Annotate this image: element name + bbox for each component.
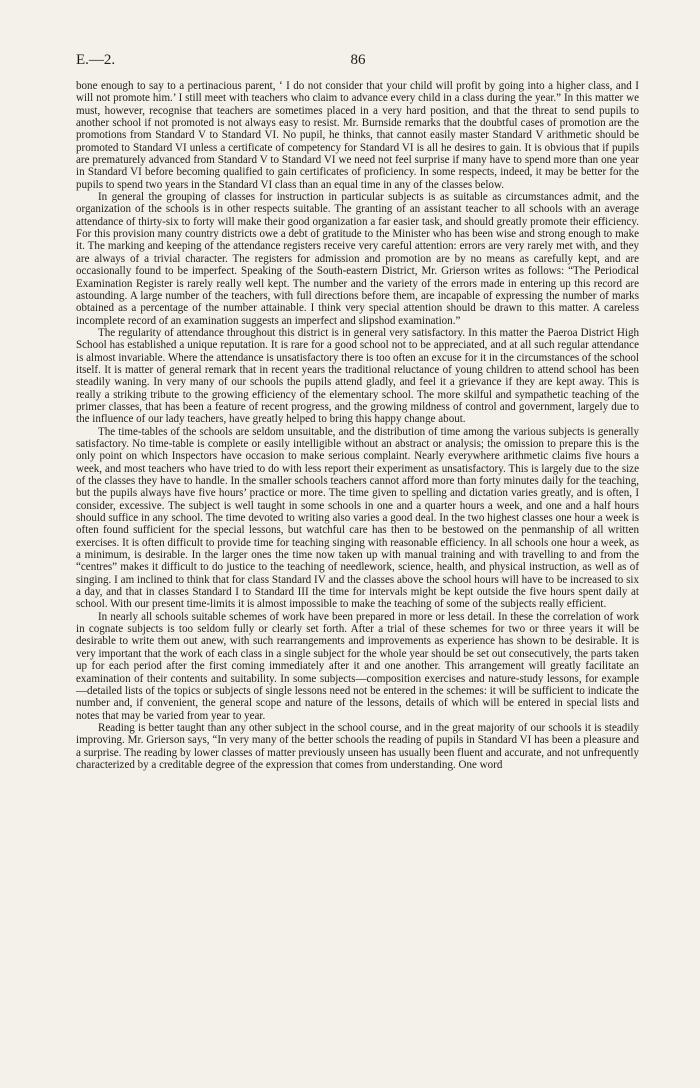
body-text bbox=[76, 80, 639, 771]
paragraph-promotion: bone enough to say to a pertinacious parent, ‘ I do not consider that your child will profit by going into a higher class, and I will not promote him.’ I still meet with teachers who claim to advance every child in a class during the year.” In this matter we must, however, recognise that teachers are sometimes placed in a very hard position, and that the threat to send pupils to another school if not promoted is not always easy to resist. Mr. Burnside remarks that the doubtful cases of promotion are the promotions from Standard V to Standard VI. No pupil, he thinks, that cannot easily master Standard V arithmetic should be promoted to Standard VI unless a certificate of competency for Standard VI is all he desires to gain. It is obvious that if pupils are prematurely advanced from Standard V to Standard VI we need not feel surprise if many have to spend more than one year in Standard VI before becoming qualified to gain certificates of proficiency. In some respects, indeed, it may be better for the pupils to spend two years in the Standard VI class than an equal time in any of the classes below. bbox=[76, 80, 639, 191]
document-code: E.—2. bbox=[76, 52, 116, 68]
page-header bbox=[76, 52, 640, 72]
paragraph-reading: Reading is better taught than any other subject in the school course, and in the great majority of our schools it is steadily improving. Mr. Grierson says, “In very many of the better schools the reading of pupils in Standard VI has been a pleasure and a surprise. The reading by lower classes of matter previously unseen has usually been fluent and accurate, and not unfrequently characterized by a creditable degree of the expression that comes from understanding. One word bbox=[76, 721, 639, 771]
page-number: 86 bbox=[350, 52, 366, 68]
paragraph-classification-registers: In general the grouping of classes for instruction in particular subjects is as suitable as circumstances admit, and the organization of the schools is in other respects suitable. The granting of an assistant teacher to all schools with an average attendance of thirty-six to forty will make their good organization a far easier task, and should greatly promote their efficiency. For this provision many country districts owe a debt of gratitude to the Minister who has been wise and strong enough to make it. The marking and keeping of the attendance registers receive very careful attention: errors are very rarely met with, and they are always of a trivial character. The registers for admission and promotion are by no means as carefully kept, and are occasionally found to be imperfect. Speaking of the South-eastern District, Mr. Grierson writes as follows: “The Periodical Examination Register is rarely really well kept. The number and the variety of the errors made in entering up this record are astounding. A large number of the teachers, with full directions before them, are incapable of expressing the number of marks obtained as a percentage of the number attainable. I think very special attention should be drawn to this matter. A careless incomplete record of an examination suggests an imperfect and slipshod examination.” bbox=[76, 191, 639, 327]
paragraph-time-tables: The time-tables of the schools are seldom unsuitable, and the distribution of time among the various subjects is generally satisfactory. No time-table is complete or easily intelligible without an abstract or analysis; the omission to prepare this is the only point on which Inspectors have occasion to make serious complaint. Nearly everywhere arithmetic claims five hours a week, and most teachers who have tried to do with less report their experiment as unsatisfactory. This is largely due to the size of the classes they have to handle. In the smaller schools teachers cannot afford more than forty minutes daily for the teaching, but the pupils always have five hours’ practice or more. The time given to spelling and dictation varies greatly, and is often, I consider, excessive. The subject is well taught in some schools in one and a quarter hours a week, and one and a half hours should suffice in any school. The time devoted to writing also varies a good deal. In the two highest classes one hour a week is often found sufficient for the special lessons, but watchful care has then to be bestowed on the penmanship of all written exercises. It is often difficult to provide time for teaching singing with reasonable efficiency. In all schools one hour a week, as a minimum, is desirable. In the larger ones the time now taken up with manual training and with travelling to and from the “centres” makes it difficult to do justice to the teaching of needlework, science, health, and physical instruction, as well as of singing. I am inclined to think that for class Standard IV and the classes above the school hours will have to be increased to six a day, and that in classes Standard I to Standard III the time for intervals might be kept outside the five hours spent daily at school. With our present time-limits it is almost impossible to make the teaching of some of the subjects really efficient. bbox=[76, 425, 639, 611]
paragraph-schemes-of-work: In nearly all schools suitable schemes of work have been prepared in more or less detail. In these the correlation of work in cognate subjects is too seldom fully or clearly set forth. After a trial of these schemes for two or three years it will be desirable to write them out anew, with such rearrangements and improvements as experience has shown to be desirable. It is very important that the work of each class in a single subject for the whole year should be set out consecutively, the parts taken up for each period after the first coming immediately after it and one another. This arrangement will greatly facilitate an examination of their contents and suitability. In some subjects—composition exercises and nature-study lessons, for example—detailed lists of the topics or subjects of single lessons need not be entered in the schemes: it will be sufficient to indicate the number and, if convenient, the general scope and nature of the lessons, details of which will be entered in special lists and notes that may be varied from year to year. bbox=[76, 610, 639, 722]
paragraph-attendance: The regularity of attendance throughout this district is in general very satisfactory. In this matter the Paeroa District High School has established a unique reputation. It is rare for a good school not to be appreciated, and at all such regular attendance is almost invariable. Where the attendance is unsatisfactory there is too often an excuse for it in the circumstances of the school itself. It is matter of general remark that in recent years the traditional reluctance of young children to attend school has been steadily waning. In very many of our schools the pupils attend gladly, and feel it a grievance if they are kept away. This is really a striking tribute to the growing efficiency of the elementary school. The more skilful and sympathetic teaching of the primer classes, that has been a feature of recent progress, and the growing mildness of control and government, largely due to the influence of our lady teachers, have greatly helped to bring this happy change about. bbox=[76, 326, 639, 426]
